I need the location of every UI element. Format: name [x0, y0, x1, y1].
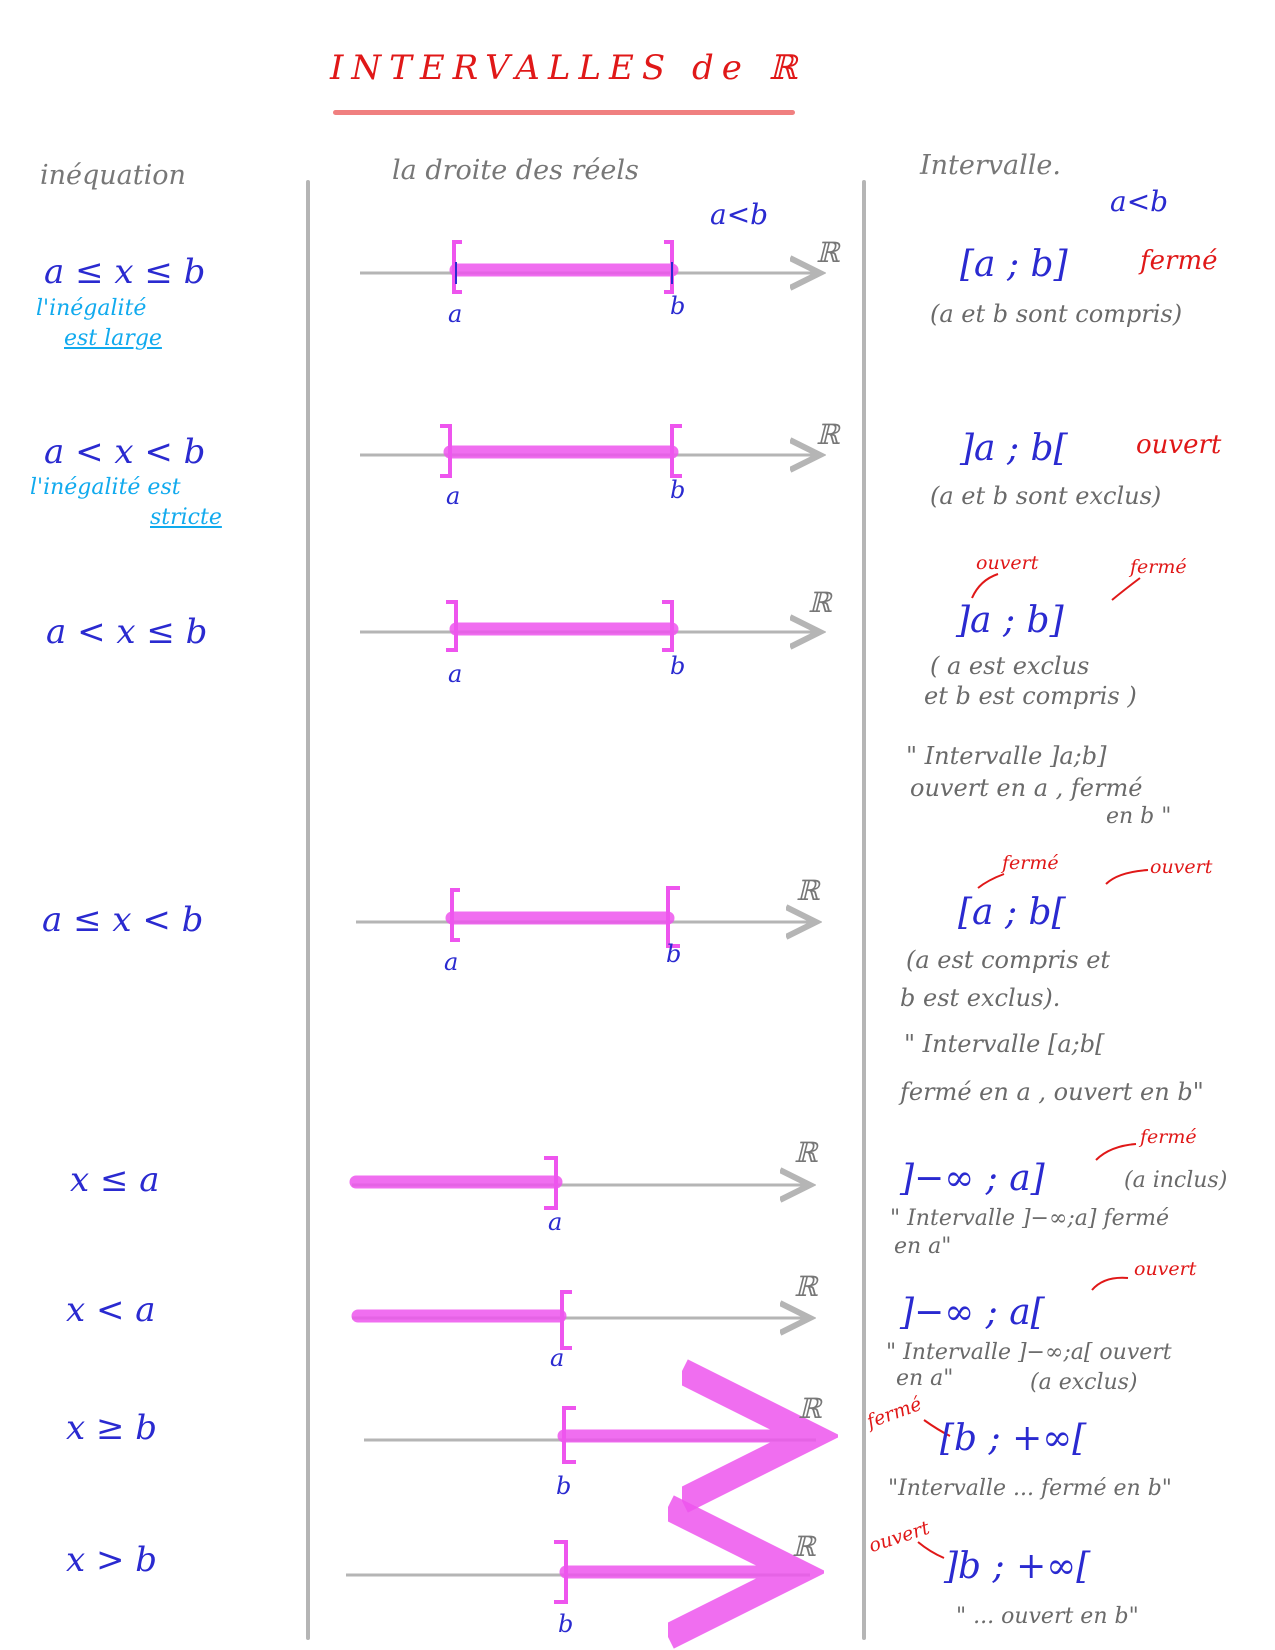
arrow-row-3-left [972, 574, 998, 598]
quote-row-7: "Intervalle ... fermé en b" [888, 1476, 1172, 1501]
right-label-row-4: ouvert [1150, 856, 1213, 878]
header-condition-interval: a<b [1110, 185, 1169, 218]
note-row-2-a: l'inégalité est [30, 475, 181, 500]
header-interval: Intervalle. [920, 150, 1061, 181]
quote-row-3-b: ouvert en a , fermé [910, 774, 1143, 802]
quote-row-3-a: " Intervalle ]a;b] [906, 742, 1107, 770]
line-row-7 [364, 1392, 823, 1500]
line-row-6 [352, 1270, 819, 1372]
inequality-row-7: x ≥ b [66, 1408, 158, 1448]
quote-row-6-a: " Intervalle ]−∞;a[ ouvert [886, 1340, 1172, 1365]
explanation-row-3-a: ( a est exclus [930, 652, 1090, 680]
header-inequation: inéquation [40, 160, 186, 191]
interval-row-6: ]−∞ ; a[ [900, 1292, 1045, 1333]
interval-row-1: [a ; b] [960, 244, 1068, 285]
interval-row-5: ]−∞ ; a] [900, 1158, 1045, 1199]
inequality-row-3: a < x ≤ b [46, 612, 208, 652]
type-label-row-7: fermé [863, 1392, 925, 1434]
real-symbol: ℝ [798, 1392, 822, 1425]
real-symbol: ℝ [816, 236, 840, 269]
type-label-row-8: ouvert [866, 1516, 933, 1558]
line-row-4 [356, 874, 821, 976]
inequality-row-5: x ≤ a [70, 1160, 160, 1200]
point-label-a: a [444, 948, 459, 976]
note-row-1-b: est large [64, 326, 162, 351]
point-label-a: a [448, 660, 463, 688]
explanation-row-4-a: (a est compris et [906, 946, 1111, 974]
aside-row-5: (a inclus) [1124, 1168, 1228, 1193]
quote-row-4-b: fermé en a , ouvert en b" [900, 1078, 1204, 1106]
real-symbol: ℝ [792, 1530, 816, 1563]
interval-row-7: [b ; +∞[ [940, 1418, 1087, 1459]
header-real-line: la droite des réels [392, 155, 639, 186]
type-label-row-1: fermé [1140, 246, 1218, 276]
line-row-5 [352, 1136, 819, 1236]
inequality-row-2: a < x < b [44, 432, 206, 472]
point-label: b [556, 1472, 572, 1500]
point-label-b: b [670, 476, 686, 504]
quote-row-5-a: " Intervalle ]−∞;a] fermé [890, 1206, 1169, 1231]
arrow-row-5 [1096, 1144, 1136, 1160]
left-label-row-4: fermé [1002, 852, 1059, 874]
explanation-row-1: (a et b sont compris) [930, 300, 1183, 328]
type-label-row-5: fermé [1140, 1126, 1197, 1148]
right-label-row-3: fermé [1130, 556, 1187, 578]
arrow-row-3-right [1112, 578, 1140, 600]
point-label: b [558, 1610, 574, 1638]
inequality-row-8: x > b [66, 1540, 158, 1580]
page-title: INTERVALLES de ℝ [330, 48, 805, 88]
point-label: a [550, 1344, 565, 1372]
line-row-1 [360, 236, 841, 328]
bracket [562, 1292, 572, 1348]
line-row-8 [346, 1530, 817, 1638]
inequality-row-4: a ≤ x < b [42, 900, 204, 940]
arrow-row-6 [1092, 1278, 1128, 1290]
explanation-row-3-b: et b est compris ) [924, 682, 1137, 710]
inequality-row-1: a ≤ x ≤ b [44, 252, 206, 292]
point-label-b: b [670, 292, 686, 320]
interval-row-8: ]b ; +∞[ [944, 1546, 1091, 1587]
quote-row-6-b: en a" [896, 1366, 954, 1391]
real-symbol: ℝ [794, 1270, 818, 1303]
annotation-arrows [918, 574, 1148, 1558]
header-condition-line: a<b [710, 198, 769, 231]
arrow-row-8 [918, 1542, 944, 1558]
interval-row-2: ]a ; b[ [960, 428, 1068, 469]
interval-row-3: ]a ; b] [956, 600, 1064, 641]
real-symbol: ℝ [796, 874, 820, 907]
note-row-1-a: l'inégalité [36, 296, 147, 321]
arrow-row-4-left [978, 874, 1004, 888]
inequality-row-6: x < a [66, 1290, 156, 1330]
quote-row-8: " ... ouvert en b" [956, 1604, 1139, 1629]
point-label: a [548, 1208, 563, 1236]
quote-row-5-b: en a" [894, 1234, 952, 1259]
real-symbol: ℝ [808, 586, 832, 619]
type-label-row-2: ouvert [1136, 430, 1222, 460]
explanation-row-4-b: b est exclus). [900, 984, 1061, 1012]
quote-row-6-c: (a exclus) [1030, 1370, 1138, 1395]
note-row-2-b: stricte [150, 505, 222, 530]
arrow-row-4-right [1106, 870, 1148, 884]
quote-row-3-c: en b " [1106, 804, 1172, 829]
point-label-b: b [670, 652, 686, 680]
line-row-2 [360, 418, 841, 510]
point-label-a: a [448, 300, 463, 328]
type-label-row-6: ouvert [1134, 1258, 1197, 1280]
real-symbol: ℝ [816, 418, 840, 451]
real-symbol: ℝ [794, 1136, 818, 1169]
point-label-b: b [666, 940, 682, 968]
interval-row-4: [a ; b[ [958, 892, 1066, 933]
left-label-row-3: ouvert [976, 552, 1039, 574]
line-row-3 [360, 586, 833, 688]
point-label-a: a [446, 482, 461, 510]
explanation-row-2: (a et b sont exclus) [930, 482, 1162, 510]
quote-row-4-a: " Intervalle [a;b[ [904, 1030, 1105, 1058]
